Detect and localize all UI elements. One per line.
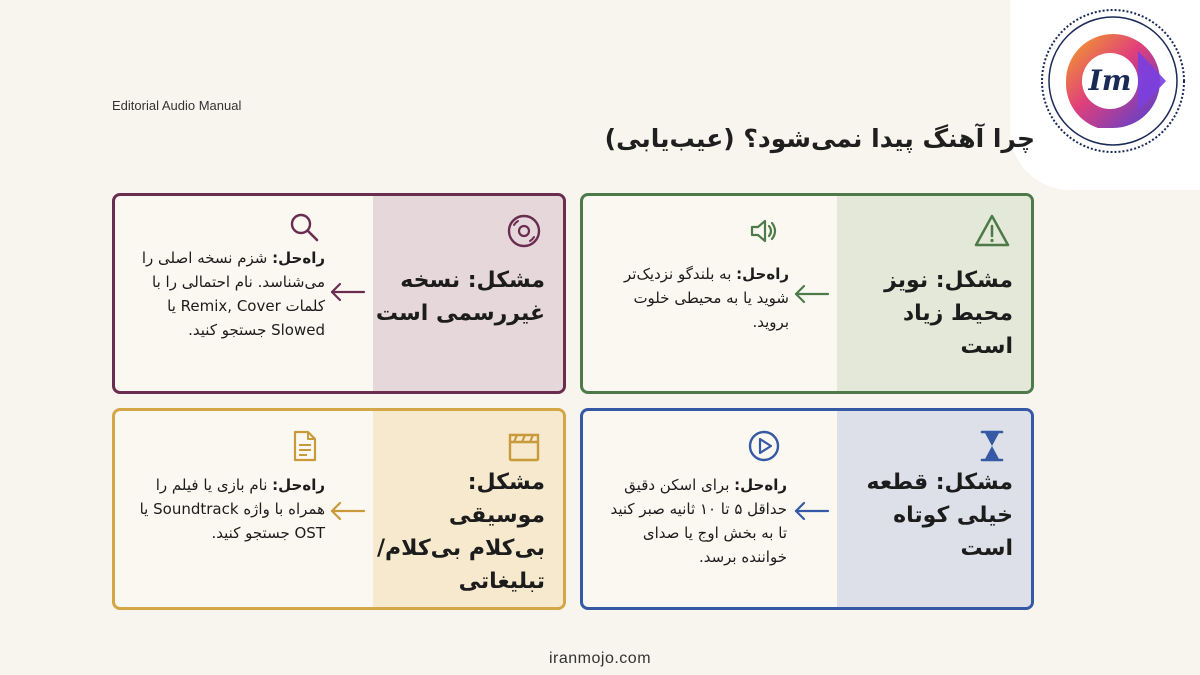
play-icon [747,429,781,463]
problem-panel [373,411,563,607]
search-icon [287,210,321,244]
solution-text: راه‌حل: شزم نسخه اصلی را می‌شناسد. نام احتمالی را با کلمات Remix, Cover یا Slowed جستجو کنید. [141,249,325,339]
solution-text: راه‌حل: برای اسکن دقیق حداقل ۵ تا ۱۰ ثانیه صبر کنید تا به بخش اوج یا صدای خواننده برسد. [610,476,787,566]
card-unofficial-version [112,193,566,394]
iranmojo-logo [1038,6,1188,156]
footer-site: iranmojo.com [548,650,652,667]
card-noise [580,193,1034,394]
problem-text: مشکل: موسیقی بی‌کلام بی‌کلام/تبلیغاتی [377,470,545,594]
solution-text: راه‌حل: به بلندگو نزدیک‌تر شوید یا به محیطی خلوت بروید. [624,265,789,331]
problem-panel [837,411,1031,607]
vinyl-icon [505,212,543,250]
arrow-left-icon [329,501,367,521]
problem-panel [837,196,1031,391]
speaker-icon [747,214,781,248]
hourglass-icon [973,427,1011,465]
clapperboard-icon [505,427,543,465]
card-instrumental [112,408,566,610]
warning-icon [973,212,1011,250]
manual-label: Editorial Audio Manual [112,98,242,113]
problem-text: مشکل: نسخه غیررسمی است [375,268,545,326]
page-title: چرا آهنگ پیدا نمی‌شود؟ (عیب‌یابی) [604,124,1035,153]
problem-panel [373,196,563,391]
problem-text: مشکل: نویز محیط زیاد است [884,268,1013,359]
arrow-left-icon [329,282,367,302]
solution-text: راه‌حل: نام بازی یا فیلم را همراه با واژه Soundtrack یا OST جستجو کنید. [139,476,325,542]
logo-text: Im [1088,64,1132,97]
arrow-left-icon [793,284,831,304]
arrow-left-icon [793,501,831,521]
problem-text: مشکل: قطعه خیلی کوتاه است [866,470,1013,561]
document-icon [287,429,321,463]
card-too-short [580,408,1034,610]
